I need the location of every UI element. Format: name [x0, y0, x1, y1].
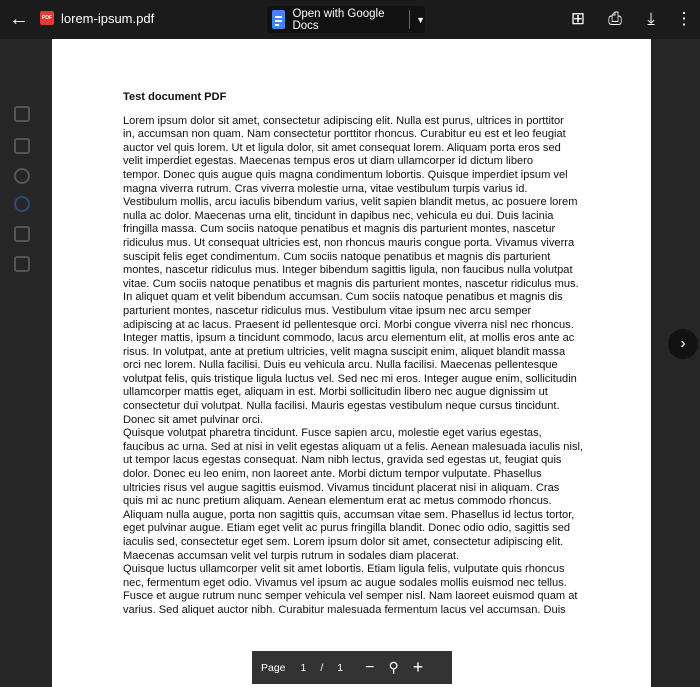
text-line: magna viverra rutrum. Cras viverra molestie urna, vitae vestibulum turpis varius id. — [123, 182, 528, 195]
text-line: vitae. Cum sociis natoque penatibus et magnis dis parturient montes, nascetur ridiculus mus. — [123, 277, 579, 290]
text-line: ultricies risus vel augue sagittis euismod. Vivamus tincidunt placerat nisi in aliquam. Cras — [123, 481, 560, 494]
next-file-button[interactable]: › — [668, 329, 698, 359]
text-line: nec, fermentum eget odio. Vivamus vel ipsum ac augue sodales mollis euismod nec tellus. — [123, 576, 567, 589]
zoom-out-icon[interactable]: − — [365, 658, 375, 676]
pdf-file-icon: PDF — [40, 11, 54, 25]
divider — [409, 10, 410, 29]
zoom-icon[interactable]: ⚲ — [388, 659, 399, 675]
text-line: ridiculus mus. Ut consequat ultricies est, non rhoncus mauris congue porta. Vivamus viverra — [123, 236, 575, 249]
zoom-in-icon[interactable]: + — [412, 657, 424, 677]
text-line: Donec sit amet pulvinar orci. — [123, 413, 263, 426]
viewer-toolbar — [0, 0, 700, 39]
text-line: in, accumsan non quam. Nam consectetur porttitor rhoncus. Curabitur eu est et leo feugiat — [123, 128, 566, 141]
text-line: varius. Sed aliquet auctor nibh. Curabitur malesuada fermentum lacus vel accumsan. Duis — [123, 603, 566, 616]
text-line: orci nec lorem. Nulla facilisi. Duis eu vehicula arcu. Nulla facilisi. Maecenas pellentesque — [123, 359, 558, 372]
text-line: quis mi ac nunc pretium aliquam. Aenean elementum erat ac metus commodo rhoncus. — [123, 495, 552, 508]
total-pages: 1 — [337, 661, 344, 674]
pdf-page — [52, 39, 651, 687]
text-line: tempor. Donec quis augue quis magna condimentum lobortis. Quisque imperdiet ipsum vel — [123, 168, 568, 181]
google-docs-icon — [272, 10, 285, 29]
text-line: Vestibulum mollis, arcu iaculis bibendum varius, velit sapien blandit metus, ac posuere lorem — [123, 196, 578, 209]
text-line: eget pulvinar augue. Etiam eget velit ac purus fringilla blandit. Donec odio odio, sagittis sed — [123, 522, 571, 535]
text-line: nulla ac dolor. Maecenas urna elit, tincidunt in dapibus nec, vehicula eu dui. Duis lacinia — [123, 209, 554, 222]
text-line: iaculis sed, consectetur eget sem. Lorem ipsum dolor sit amet, consectetur adipiscing elit. — [123, 536, 564, 548]
starred-icon — [14, 226, 30, 242]
text-line: suscipit felis eget condimentum. Cum sociis natoque penatibus et magnis dis parturient — [123, 250, 551, 263]
text-line: adipiscing at ac lacus. Praesent id pellentesque orci. Morbi congue viverra nisl nec rhoncus. — [123, 318, 574, 331]
text-line: dolor. Donec eu leo enim, non laoreet ante. Morbi dictum tempor vulputate. Phasellus — [123, 468, 542, 481]
text-line: In aliquet quam et velit bibendum accumsan. Cum sociis natoque penatibus et magnis dis — [123, 291, 563, 304]
text-line: consectetur dui volutpat. Nulla facilisi. Mauris egestas vestibulum neque cursus tincidunt. — [123, 400, 560, 413]
shared-icon — [14, 168, 30, 184]
document-title: Test document PDF — [123, 91, 227, 103]
computers-icon — [14, 138, 30, 154]
page-label: Page — [261, 661, 286, 674]
open-with-button[interactable] — [267, 6, 425, 33]
text-line: risus. In volutpat, ante at pretium ultricies, velit magna suscipit enim, aliquet blandit massa — [123, 345, 566, 358]
text-line: Lorem ipsum dolor sit amet, consectetur adipiscing elit. Nulla est purus, ultrices in porttitor — [123, 114, 564, 127]
download-icon[interactable]: ⤓ — [647, 9, 655, 28]
my-drive-icon — [14, 106, 30, 122]
text-line: Fusce et augue rutrum nunc semper vehicula vel semper nisl. Nam laoreet euismod quam at — [123, 590, 578, 603]
text-line: parturient montes, nascetur ridiculus mus. Vestibulum vitae ipsum nec arcu semper — [123, 304, 532, 317]
text-line: Quisque luctus ullamcorper velit sit amet lobortis. Etiam ligula felis, vulputate quis rhoncus — [123, 563, 565, 576]
text-line: ut tempor lacus egestas consequat. Nam nibh lectus, gravida sed egestas ut, feugiat quis — [123, 454, 562, 467]
text-line: Maecenas accumsan velit vel turpis rutrum in sodales diam placerat. — [123, 549, 460, 562]
add-comment-icon[interactable]: ⊞ — [570, 9, 586, 28]
recent-icon — [14, 196, 30, 212]
print-icon[interactable]: ⎙ — [608, 9, 622, 28]
text-line: Aliquam nulla augue, porta non sagittis quis, accumsan vitae sem. Phasellus id lectus tortor, — [123, 508, 575, 521]
trash-icon — [14, 256, 30, 272]
text-line: auctor vel quis lorem. Ut et ligula dolor, sit amet consequat lorem. Aliquam porta eros sed — [123, 141, 561, 154]
text-line: fringilla massa. Cum sociis natoque penatibus et magnis dis parturient montes, nascetur — [123, 223, 556, 236]
page-controls — [252, 651, 452, 684]
text-line: faucibus ac urna. Sed at nisi in velit egestas aliquam ut a felis. Aenean malesuada iaculis nisl, — [123, 440, 584, 453]
back-arrow-icon[interactable]: ← — [9, 8, 29, 30]
current-page-input[interactable]: 1 — [300, 661, 307, 674]
file-name: lorem-ipsum.pdf — [61, 11, 155, 26]
document-content — [123, 91, 623, 618]
text-line: ullamcorper mattis eget, aliquam in est. Morbi sollicitudin libero nec augue dignissim ut — [123, 386, 548, 399]
text-line: volutpat felis, quis tristique ligula luctus vel. Sed nec mi eros. Integer augue enim, sollicitudin — [123, 372, 577, 385]
document-body — [123, 115, 623, 618]
text-line: montes, nascetur ridiculus mus. Integer bibendum sagittis ligula, non faucibus nulla volutpat — [123, 264, 573, 277]
text-line: Integer mattis, ipsum a tincidunt commodo, lacus arcu elementum elit, at mollis eros ante ac — [123, 332, 575, 345]
open-with-label: Open with Google Docs — [292, 7, 385, 32]
chevron-down-icon[interactable]: ▼ — [416, 14, 425, 25]
text-line: Quisque volutpat pharetra tincidunt. Fusce sapien arcu, molestie eget varius egestas, — [123, 427, 542, 440]
page-separator: / — [320, 661, 324, 674]
text-line: velit imperdiet egestas. Maecenas tempus eros ut diam ullamcorper id dictum libero — [123, 155, 534, 168]
more-options-icon[interactable]: ⋮ — [675, 9, 693, 28]
